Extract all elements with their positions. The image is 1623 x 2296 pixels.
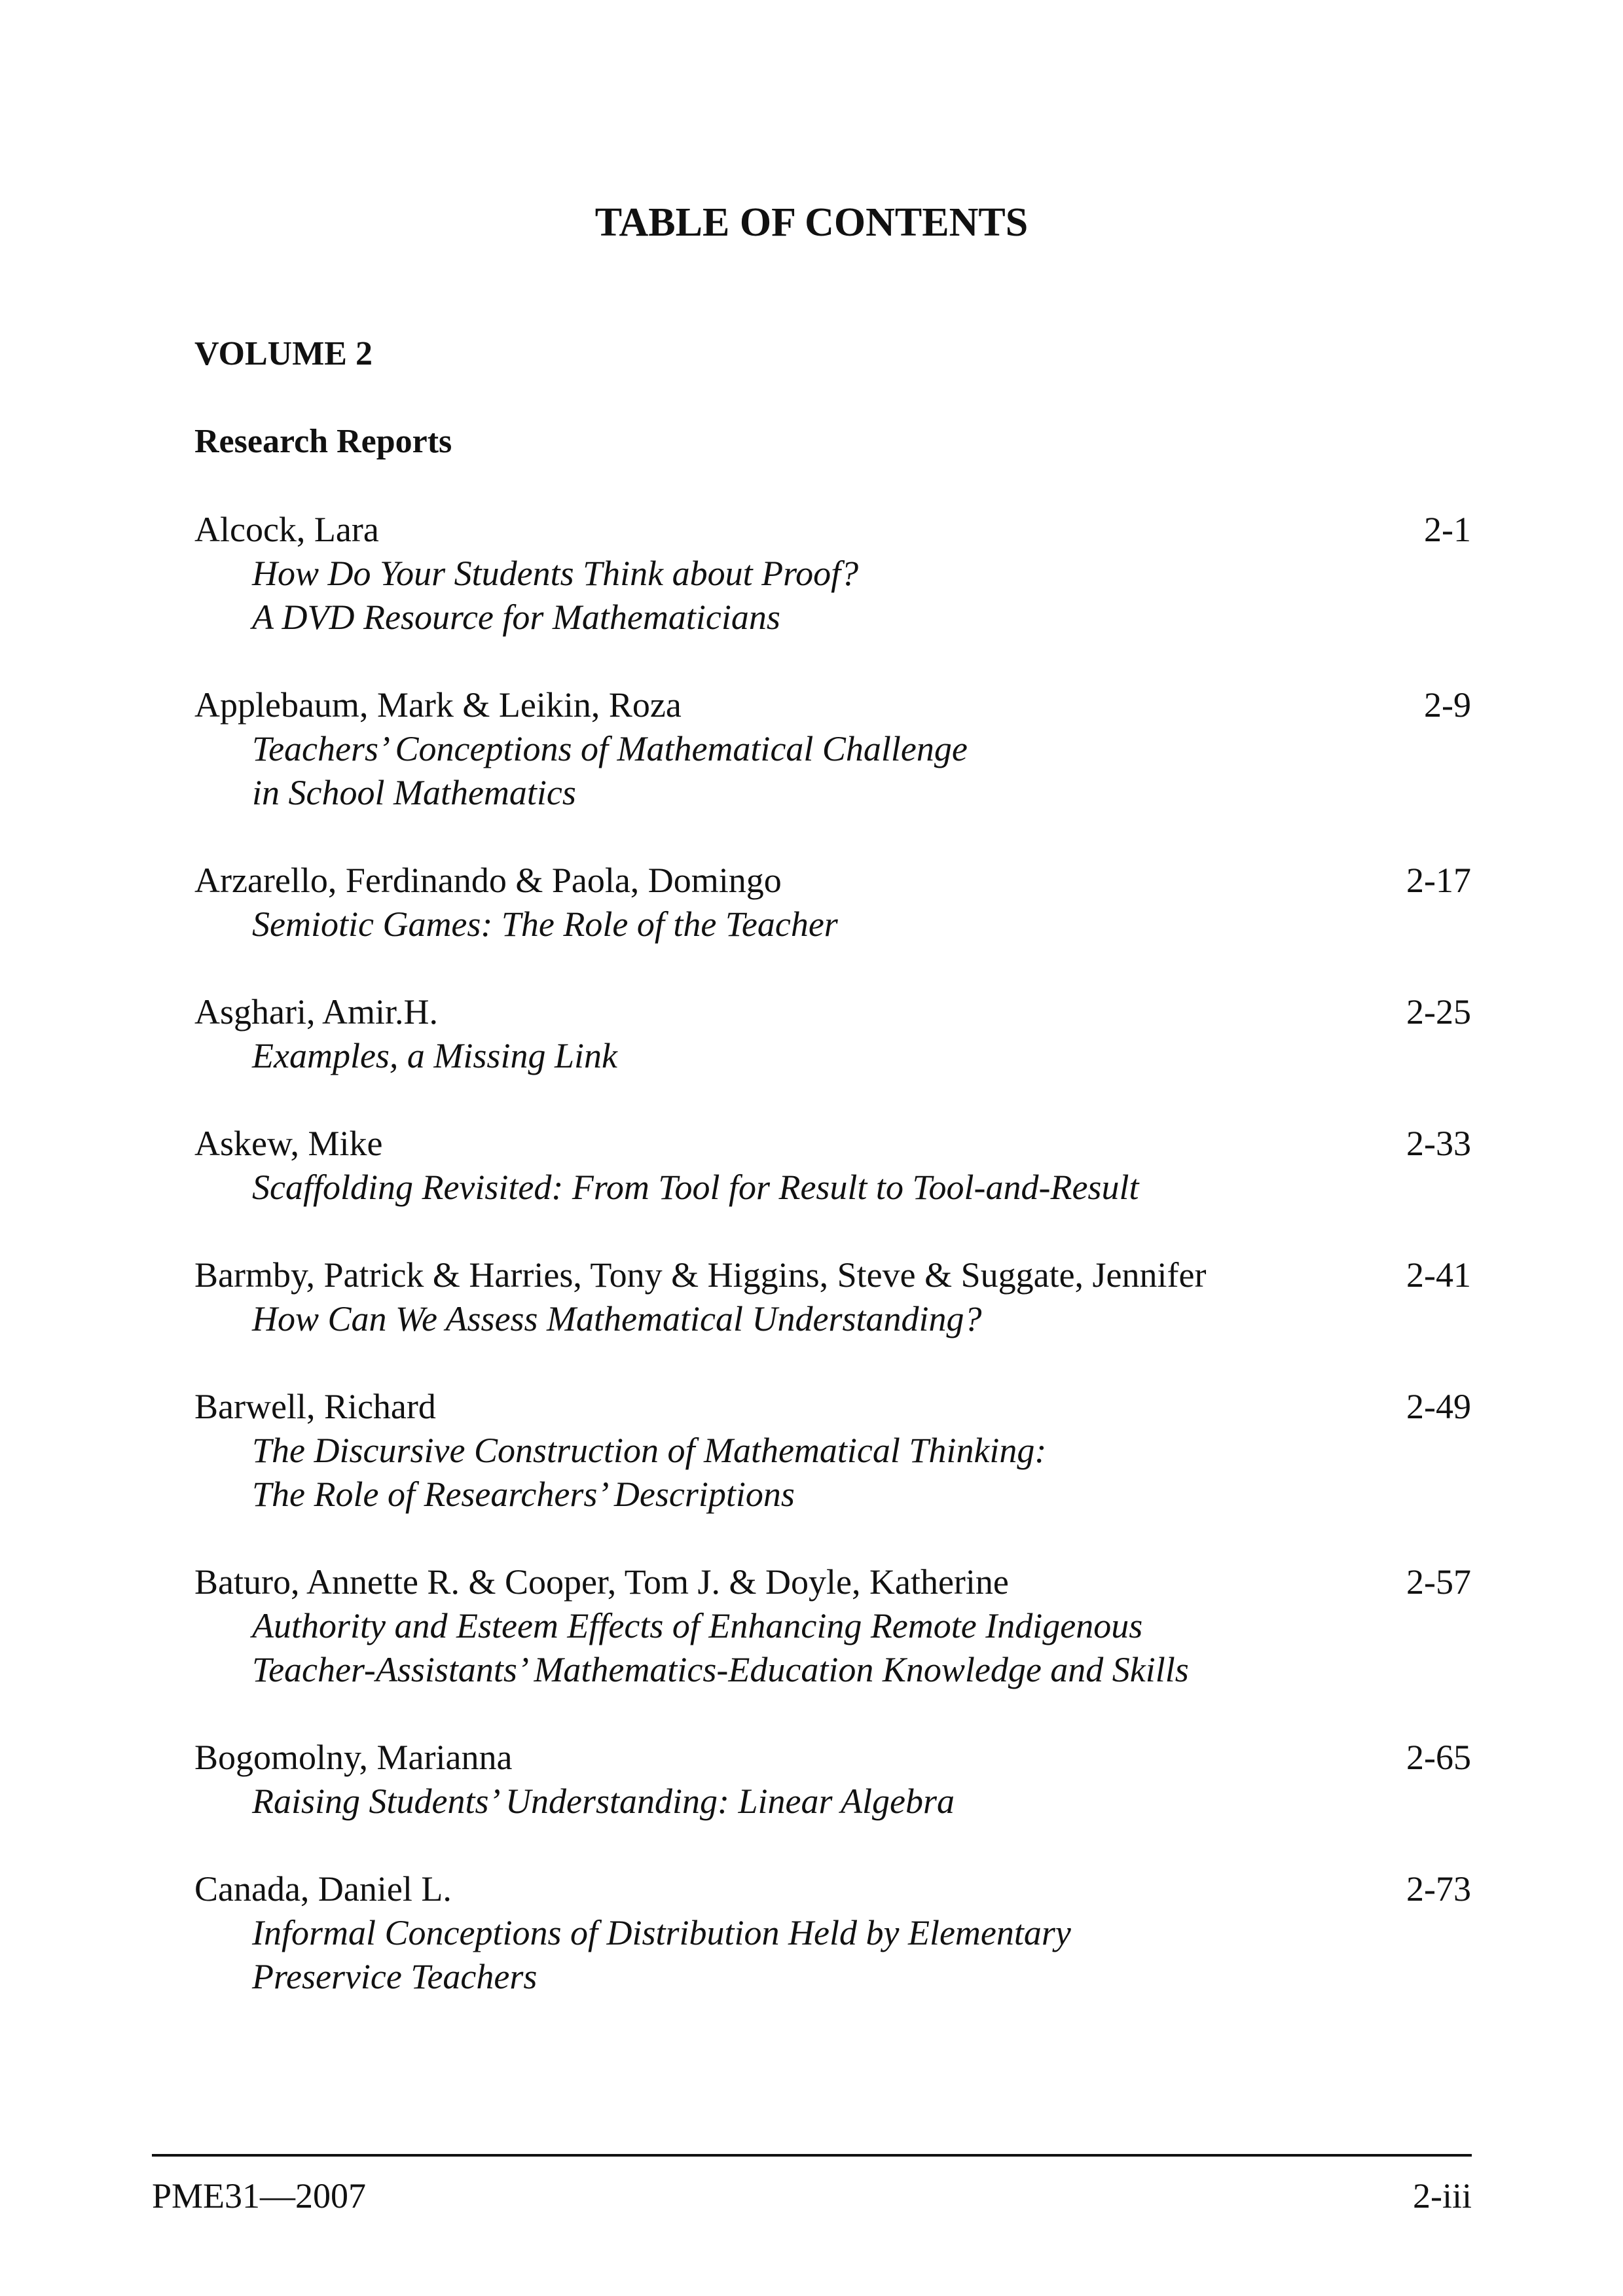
toc-entry-title-line: Raising Students’ Understanding: Linear Algebra xyxy=(252,1782,955,1821)
toc-entry-authors: Alcock, Lara xyxy=(194,510,379,549)
toc-entry-title-line: Informal Conceptions of Distribution Held by Elementary xyxy=(252,1913,1071,1952)
toc-entry xyxy=(194,1253,1471,1341)
toc-entry-page: 2-41 xyxy=(1406,1255,1471,1295)
toc-entry-title xyxy=(194,727,1471,815)
toc-entry-title-line: Scaffolding Revisited: From Tool for Result to Tool-and-Result xyxy=(252,1168,1139,1207)
toc-entry-title xyxy=(194,1911,1471,1999)
toc-entry-title xyxy=(194,903,1471,946)
toc-entry xyxy=(194,990,1471,1078)
toc-entry-list xyxy=(194,508,1471,1999)
toc-entry-authors: Arzarello, Ferdinando & Paola, Domingo xyxy=(194,861,782,900)
toc-entry xyxy=(194,683,1471,815)
toc-entry-title-line: Examples, a Missing Link xyxy=(252,1036,617,1075)
toc-entry-authors: Applebaum, Mark & Leikin, Roza xyxy=(194,685,682,725)
footer-conference: PME31—2007 xyxy=(152,2176,367,2215)
toc-entry xyxy=(194,1385,1471,1516)
page-title: TABLE OF CONTENTS xyxy=(594,200,1029,245)
toc-entry-title-line: in School Mathematics xyxy=(252,773,576,812)
toc-entry-title xyxy=(194,1429,1471,1516)
toc-entry-page: 2-25 xyxy=(1406,992,1471,1031)
volume-heading: VOLUME 2 xyxy=(194,335,373,372)
toc-entry-authors: Asghari, Amir.H. xyxy=(194,992,438,1031)
toc-entry xyxy=(194,508,1471,639)
toc-entry-authors: Bogomolny, Marianna xyxy=(194,1738,513,1777)
toc-entry-title-line: The Discursive Construction of Mathematical Thinking: xyxy=(252,1431,1047,1470)
toc-entry xyxy=(194,1560,1471,1692)
toc-entry-title-line: How Do Your Students Think about Proof? xyxy=(252,554,859,593)
footer-page-number: 2-iii xyxy=(1413,2176,1472,2215)
toc-entry-authors: Barwell, Richard xyxy=(194,1387,436,1426)
toc-entry-authors: Baturo, Annette R. & Cooper, Tom J. & Doyle, Katherine xyxy=(194,1562,1009,1602)
toc-entry-title-line: Preservice Teachers xyxy=(252,1957,538,1996)
toc-entry-page: 2-1 xyxy=(1424,510,1471,549)
toc-entry-title xyxy=(194,1780,1471,1823)
toc-entry-title-line: Authority and Esteem Effects of Enhancing Remote Indigenous xyxy=(252,1606,1143,1645)
toc-entry-title-line: A DVD Resource for Mathematicians xyxy=(252,598,780,637)
toc-entry-page: 2-73 xyxy=(1406,1869,1471,1909)
toc-entry-title-line: How Can We Assess Mathematical Understanding? xyxy=(252,1299,982,1338)
section-heading: Research Reports xyxy=(194,423,452,460)
toc-entry xyxy=(194,1736,1471,1823)
toc-entry-title-line: The Role of Researchers’ Descriptions xyxy=(252,1475,795,1514)
toc-entry xyxy=(194,1122,1471,1210)
toc-entry xyxy=(194,1867,1471,1999)
toc-entry-title xyxy=(194,1166,1471,1210)
toc-entry-title xyxy=(194,1604,1471,1692)
toc-entry-page: 2-33 xyxy=(1406,1124,1471,1163)
toc-entry-title xyxy=(194,1297,1471,1341)
toc-entry-page: 2-57 xyxy=(1406,1562,1471,1602)
toc-entry-page: 2-9 xyxy=(1424,685,1471,725)
footer-divider xyxy=(152,2154,1472,2157)
toc-entry-title-line: Semiotic Games: The Role of the Teacher xyxy=(252,905,838,944)
toc-entry-authors: Askew, Mike xyxy=(194,1124,383,1163)
toc-entry-title xyxy=(194,1034,1471,1078)
toc-entry-title xyxy=(194,552,1471,639)
toc-entry-authors: Barmby, Patrick & Harries, Tony & Higgins, Steve & Suggate, Jennifer xyxy=(194,1255,1207,1295)
toc-entry-authors: Canada, Daniel L. xyxy=(194,1869,452,1909)
toc-entry-page: 2-65 xyxy=(1406,1738,1471,1777)
toc-entry xyxy=(194,859,1471,946)
toc-entry-page: 2-17 xyxy=(1406,861,1471,900)
toc-entry-page: 2-49 xyxy=(1406,1387,1471,1426)
toc-entry-title-line: Teachers’ Conceptions of Mathematical Challenge xyxy=(252,729,968,768)
toc-entry-title-line: Teacher-Assistants’ Mathematics-Education Knowledge and Skills xyxy=(252,1650,1189,1689)
